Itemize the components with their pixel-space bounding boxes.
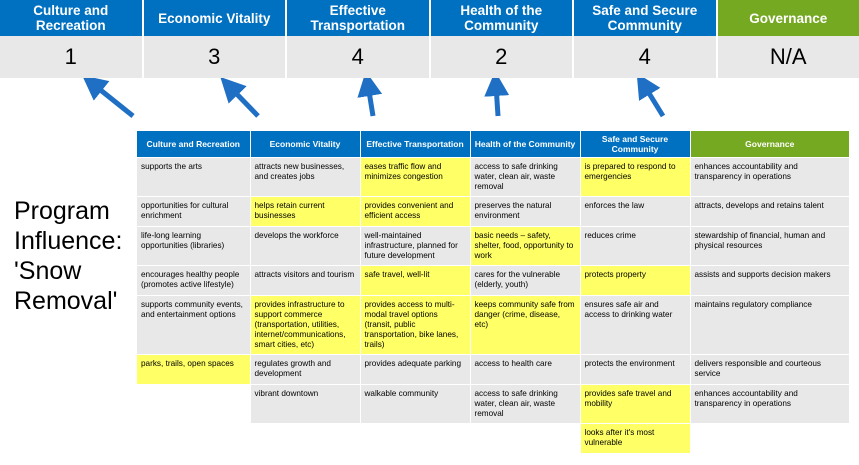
- matrix-cell: walkable community: [360, 385, 470, 424]
- category-header-band: [0, 0, 859, 36]
- table-row: [137, 355, 849, 385]
- matrix-cell: helps retain current businesses: [250, 197, 360, 227]
- category-header-label: Governance: [749, 10, 828, 26]
- score-effective-transportation: 4: [287, 36, 431, 78]
- category-header-label: Culture and Recreation: [33, 3, 109, 33]
- table-row: [137, 424, 849, 454]
- matrix-cell: cares for the vulnerable (elderly, youth): [470, 266, 580, 296]
- table-row: [137, 266, 849, 296]
- category-header-governance: [718, 0, 859, 36]
- matrix-cell: maintains regulatory compliance: [690, 296, 849, 355]
- matrix-cell: stewardship of financial, human and physical resources: [690, 227, 849, 266]
- matrix-col-culture-and-recreation: Culture and Recreation: [137, 131, 250, 158]
- arrow-layer: [0, 78, 859, 133]
- matrix-col-governance: Governance: [690, 131, 849, 158]
- matrix-cell-empty: [137, 424, 250, 454]
- table-row: [137, 296, 849, 355]
- arrow-safe-and-secure-community: [644, 85, 663, 116]
- matrix-col-effective-transportation: Effective Transportation: [360, 131, 470, 158]
- matrix-cell: provides convenient and efficient access: [360, 197, 470, 227]
- matrix-cell: vibrant downtown: [250, 385, 360, 424]
- score-health-of-the-community: 2: [431, 36, 575, 78]
- category-header-label: Health of the Community: [460, 3, 543, 33]
- table-row: [137, 158, 849, 197]
- table-row: [137, 197, 849, 227]
- matrix-cell: safe travel, well-lit: [360, 266, 470, 296]
- score-governance: N/A: [718, 36, 859, 78]
- matrix-cell: delivers responsible and courteous service: [690, 355, 849, 385]
- matrix-cell-empty: [250, 424, 360, 454]
- matrix-cell: attracts visitors and tourism: [250, 266, 360, 296]
- arrow-economic-vitality: [230, 87, 258, 116]
- matrix-cell: develops the workforce: [250, 227, 360, 266]
- matrix-cell: encourages healthy people (promotes active lifestyle): [137, 266, 250, 296]
- matrix-cell: keeps community safe from danger (crime, disease, etc): [470, 296, 580, 355]
- matrix-cell: access to health care: [470, 355, 580, 385]
- matrix-cell: regulates growth and development: [250, 355, 360, 385]
- matrix-cell: access to safe drinking water, clean air, waste removal: [470, 385, 580, 424]
- matrix-cell-empty: [690, 424, 849, 454]
- matrix-cell: attracts, develops and retains talent: [690, 197, 849, 227]
- matrix-cell: protects property: [580, 266, 690, 296]
- category-header-health-of-the-community: [431, 0, 575, 36]
- matrix-header-row: [137, 131, 849, 158]
- matrix-cell: looks after it's most vulnerable: [580, 424, 690, 454]
- matrix-cell: protects the environment: [580, 355, 690, 385]
- arrow-health-of-the-community: [496, 85, 498, 116]
- matrix-cell: provides adequate parking: [360, 355, 470, 385]
- matrix-cell: basic needs – safety, shelter, food, opportunity to work: [470, 227, 580, 266]
- arrow-culture-and-recreation: [93, 84, 133, 116]
- matrix-cell: life-long learning opportunities (libraries): [137, 227, 250, 266]
- category-header-label: Effective Transportation: [310, 3, 405, 33]
- matrix-cell: ensures safe air and access to drinking water: [580, 296, 690, 355]
- matrix-cell: opportunities for cultural enrichment: [137, 197, 250, 227]
- arrow-effective-transportation: [368, 85, 373, 116]
- score-culture-and-recreation: 1: [0, 36, 144, 78]
- table-row: [137, 227, 849, 266]
- matrix-cell: provides safe travel and mobility: [580, 385, 690, 424]
- score-economic-vitality: 3: [144, 36, 288, 78]
- matrix-cell: assists and supports decision makers: [690, 266, 849, 296]
- matrix-cell: provides access to multi-modal travel options (transit, public transportation, bike lanes, trails): [360, 296, 470, 355]
- matrix-cell: supports the arts: [137, 158, 250, 197]
- matrix-cell-empty: [360, 424, 470, 454]
- matrix-cell: parks, trails, open spaces: [137, 355, 250, 385]
- matrix-cell: access to safe drinking water, clean air, waste removal: [470, 158, 580, 197]
- matrix-cell-empty: [470, 424, 580, 454]
- category-header-economic-vitality: [144, 0, 288, 36]
- matrix-cell: preserves the natural environment: [470, 197, 580, 227]
- matrix-cell: is prepared to respond to emergencies: [580, 158, 690, 197]
- category-header-label: Safe and Secure Community: [592, 3, 698, 33]
- category-header-label: Economic Vitality: [158, 10, 271, 26]
- influence-matrix-table: [137, 131, 849, 454]
- matrix-col-economic-vitality: Economic Vitality: [250, 131, 360, 158]
- matrix-cell: enhances accountability and transparency in operations: [690, 158, 849, 197]
- score-band: [0, 36, 859, 78]
- category-header-culture-and-recreation: [0, 0, 144, 36]
- matrix-col-health-of-the-community: Health of the Community: [470, 131, 580, 158]
- matrix-cell: provides infrastructure to support commerce (transportation, utilities, internet/communications, smart cities, etc): [250, 296, 360, 355]
- matrix-cell: enhances accountability and transparency in operations: [690, 385, 849, 424]
- matrix-cell: enforces the law: [580, 197, 690, 227]
- score-safe-and-secure-community: 4: [574, 36, 718, 78]
- category-header-effective-transportation: [287, 0, 431, 36]
- matrix-cell: supports community events, and entertainment options: [137, 296, 250, 355]
- category-header-safe-and-secure-community: [574, 0, 718, 36]
- matrix-cell: reduces crime: [580, 227, 690, 266]
- page-title: Program Influence: 'Snow Removal': [14, 197, 123, 315]
- matrix-cell: well-maintained infrastructure, planned for future development: [360, 227, 470, 266]
- matrix-cell-empty: [137, 385, 250, 424]
- matrix-col-safe-and-secure-community: Safe and Secure Community: [580, 131, 690, 158]
- matrix-cell: attracts new businesses, and creates jobs: [250, 158, 360, 197]
- matrix-cell: eases traffic flow and minimizes congestion: [360, 158, 470, 197]
- table-row: [137, 385, 849, 424]
